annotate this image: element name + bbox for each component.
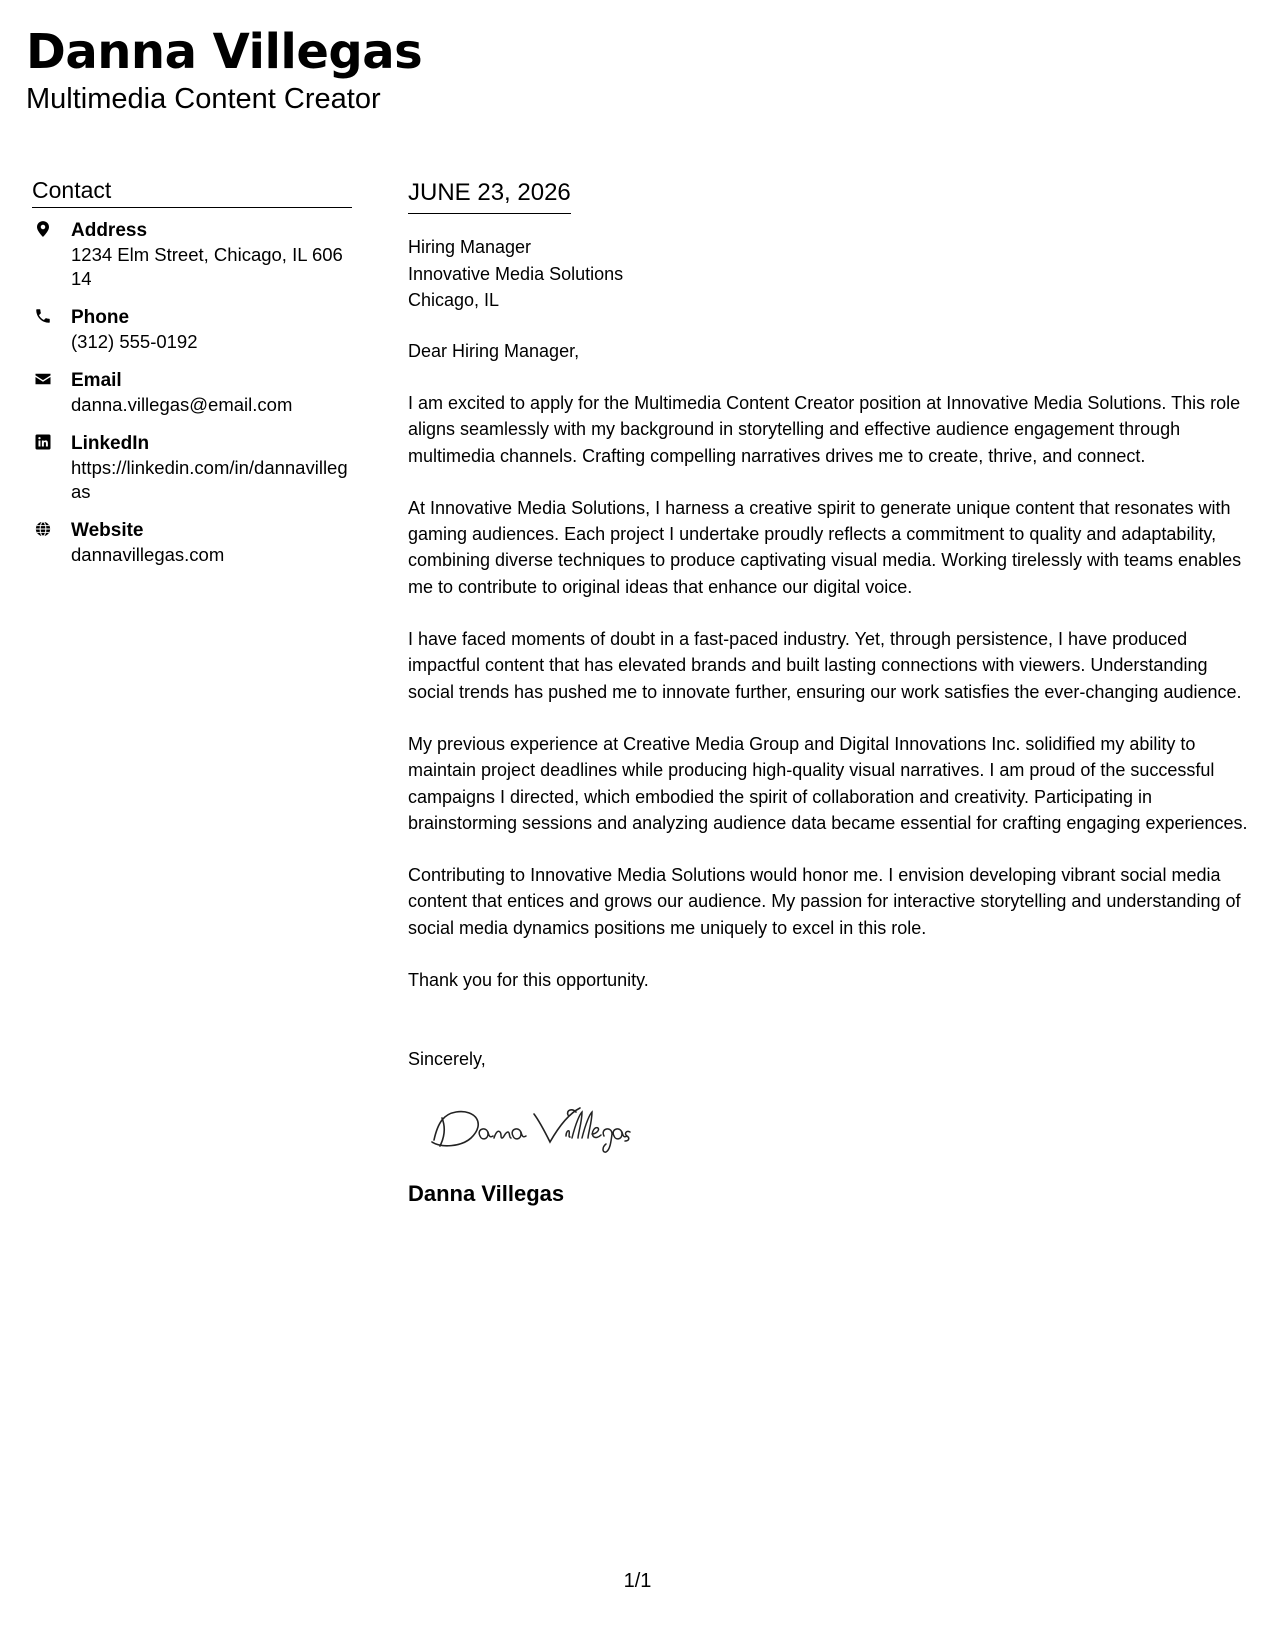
body-paragraph: At Innovative Media Solutions, I harness a creative spirit to generate unique content that resonates with gaming audiences. Each project I undertake proudly reflects a commitment to quality and adaptability, combining diverse techniques to produce captivating visual media. Working tirelessly with teams enables me to contribute to original ideas that enhance our digital voice. bbox=[408, 497, 1242, 597]
recipient-line: Chicago, IL bbox=[408, 290, 500, 310]
recipient-line: Hiring Manager bbox=[408, 237, 532, 257]
address-value: 1234 Elm Street, Chicago, IL 60614 bbox=[71, 244, 343, 289]
contact-label: Email bbox=[71, 370, 122, 391]
contact-phone bbox=[32, 305, 352, 354]
contact-email bbox=[32, 368, 352, 417]
letter-body bbox=[408, 178, 1254, 1208]
contact-label: Website bbox=[71, 520, 144, 541]
body-paragraph: Thank you for this opportunity. bbox=[408, 970, 649, 991]
recipient-line: Innovative Media Solutions bbox=[408, 263, 624, 284]
linkedin-value: https://linkedin.com/in/dannavillegas bbox=[71, 457, 348, 502]
salutation: Dear Hiring Manager, bbox=[408, 340, 580, 361]
body-paragraph: Contributing to Innovative Media Solutions would honor me. I envision developing vibrant social media content that entices and grows our audience. My passion for interactive storytelling and understanding of social media dynamics positions me uniquely to excel in this role. bbox=[408, 865, 1241, 938]
contact-address bbox=[32, 218, 352, 291]
email-value: danna.villegas@email.com bbox=[71, 394, 293, 415]
signed-name: Danna Villegas bbox=[408, 1181, 565, 1207]
phone-value: (312) 555-0192 bbox=[71, 331, 198, 352]
globe-icon bbox=[34, 520, 52, 538]
contact-sidebar bbox=[32, 175, 352, 581]
body-paragraph: My previous experience at Creative Media Group and Digital Innovations Inc. solidified my ability to maintain project deadlines while producing high-quality visual narratives. I am proud of the successful campaigns I directed, which embodied the spirit of collaboration and creativity. Participating in brainstorming sessions and analyzing audience data became essential for crafting engaging experiences. bbox=[408, 733, 1248, 833]
handwritten-signature bbox=[416, 1092, 676, 1162]
website-value: dannavillegas.com bbox=[71, 544, 225, 565]
letter-header bbox=[26, 22, 422, 116]
phone-icon bbox=[34, 307, 52, 325]
contact-website bbox=[32, 518, 352, 567]
contact-linkedin bbox=[32, 431, 352, 504]
linkedin-icon bbox=[34, 433, 52, 451]
page-number: 1/1 bbox=[623, 1570, 652, 1592]
map-pin-icon bbox=[34, 220, 52, 238]
body-paragraph: I have faced moments of doubt in a fast-paced industry. Yet, through persistence, I have produced impactful content that has elevated brands and built lasting connections with viewers. Understanding social trends has pushed me to innovate further, ensuring our work satisfies the ever-changing audience. bbox=[408, 629, 1242, 702]
contact-label: Address bbox=[71, 220, 148, 241]
contact-label: LinkedIn bbox=[71, 433, 150, 454]
closing: Sincerely, bbox=[408, 1049, 486, 1070]
applicant-name: Danna Villegas bbox=[26, 24, 423, 80]
envelope-icon bbox=[34, 370, 52, 388]
letter-date: JUNE 23, 2026 bbox=[408, 178, 571, 214]
recipient-block bbox=[408, 234, 1254, 314]
applicant-title: Multimedia Content Creator bbox=[26, 83, 381, 115]
contact-heading: Contact bbox=[32, 175, 352, 208]
contact-label: Phone bbox=[71, 307, 130, 328]
body-paragraph: I am excited to apply for the Multimedia Content Creator position at Innovative Media Solutions. This role aligns seamlessly with my background in storytelling and effective audience engagement through multimedia channels. Crafting compelling narratives drives me to create, thrive, and connect. bbox=[408, 393, 1241, 466]
